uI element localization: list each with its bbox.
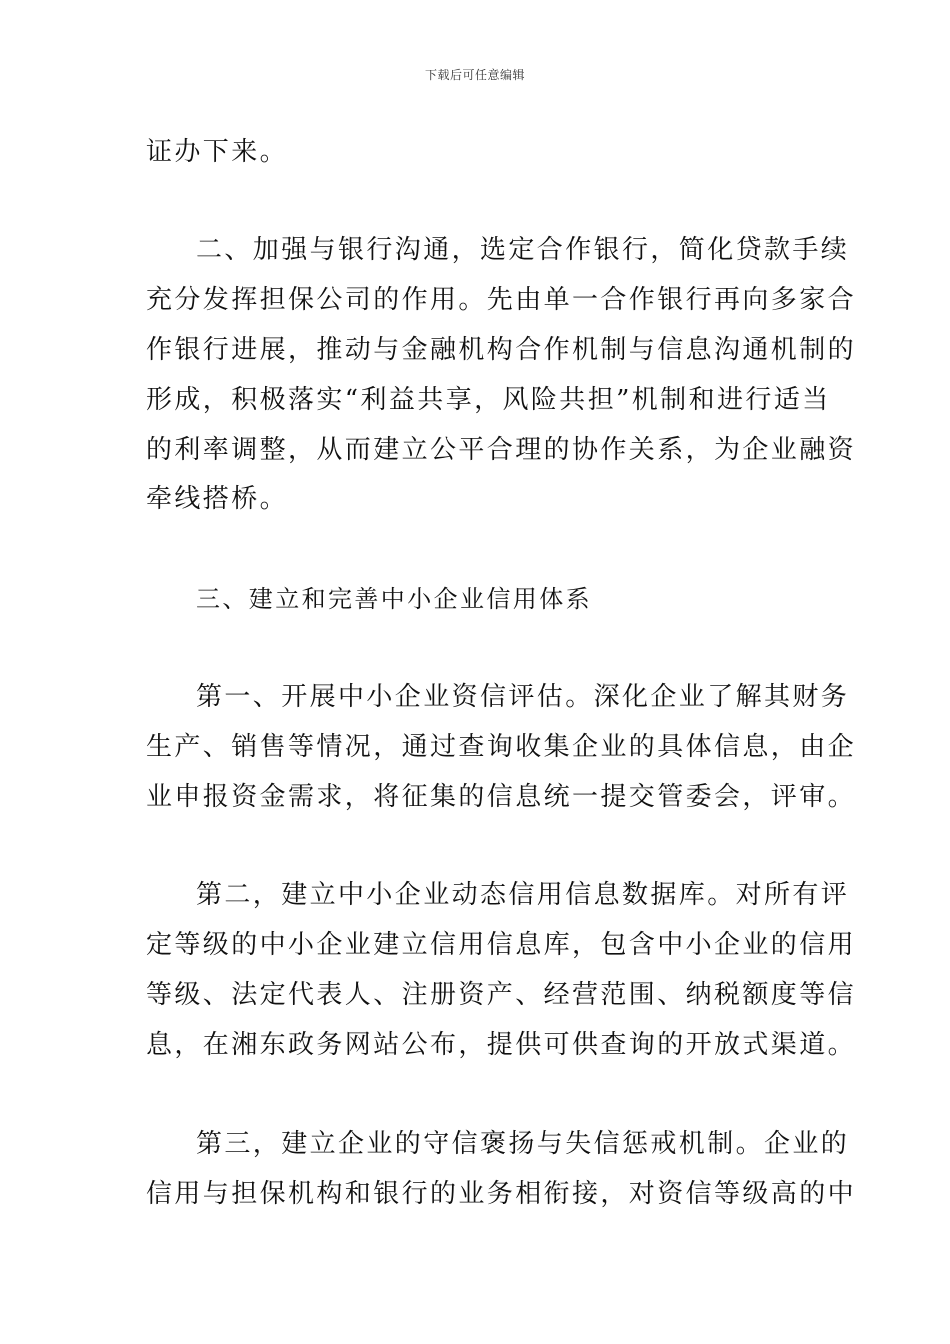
page-header-note: 下载后可任意编辑 <box>424 68 525 82</box>
body-line: 的利率调整，从而建立公平合理的协作关系，为企业融资 <box>146 435 857 465</box>
body-line: 充分发挥担保公司的作用。先由单一合作银行再向多家合 <box>146 285 857 315</box>
body-line: 证办下来。 <box>146 137 289 167</box>
body-line: 定等级的中小企业建立信用信息库，包含中小企业的信用 <box>146 930 857 960</box>
body-line: 生产、销售等情况，通过查询收集企业的具体信息，由企 <box>146 732 857 762</box>
body-line: 息，在湘东政务网站公布，提供可供查询的开放式渠道。 <box>146 1030 857 1060</box>
body-line: 牵线搭桥。 <box>146 484 289 514</box>
body-line: 作银行进展，推动与金融机构合作机制与信息沟通机制的 <box>146 335 857 365</box>
section-heading-line: 二、加强与银行沟通，选定合作银行，简化贷款手续 <box>196 235 850 265</box>
body-line: 等级、法定代表人、注册资产、经营范围、纳税额度等信 <box>146 980 857 1010</box>
paragraph-first-line: 第三，建立企业的守信褒扬与失信惩戒机制。企业的 <box>196 1129 850 1159</box>
paragraph-first-line: 第二，建立中小企业动态信用信息数据库。对所有评 <box>196 880 850 910</box>
body-line: 形成，积极落实“利益共享，风险共担”机制和进行适当 <box>146 385 831 415</box>
body-line: 业申报资金需求，将征集的信息统一提交管委会，评审。 <box>146 782 857 812</box>
section-heading: 三、建立和完善中小企业信用体系 <box>196 585 592 613</box>
body-line: 信用与担保机构和银行的业务相衔接，对资信等级高的中 <box>146 1179 857 1209</box>
paragraph-first-line: 第一、开展中小企业资信评估。深化企业了解其财务 <box>196 682 850 712</box>
